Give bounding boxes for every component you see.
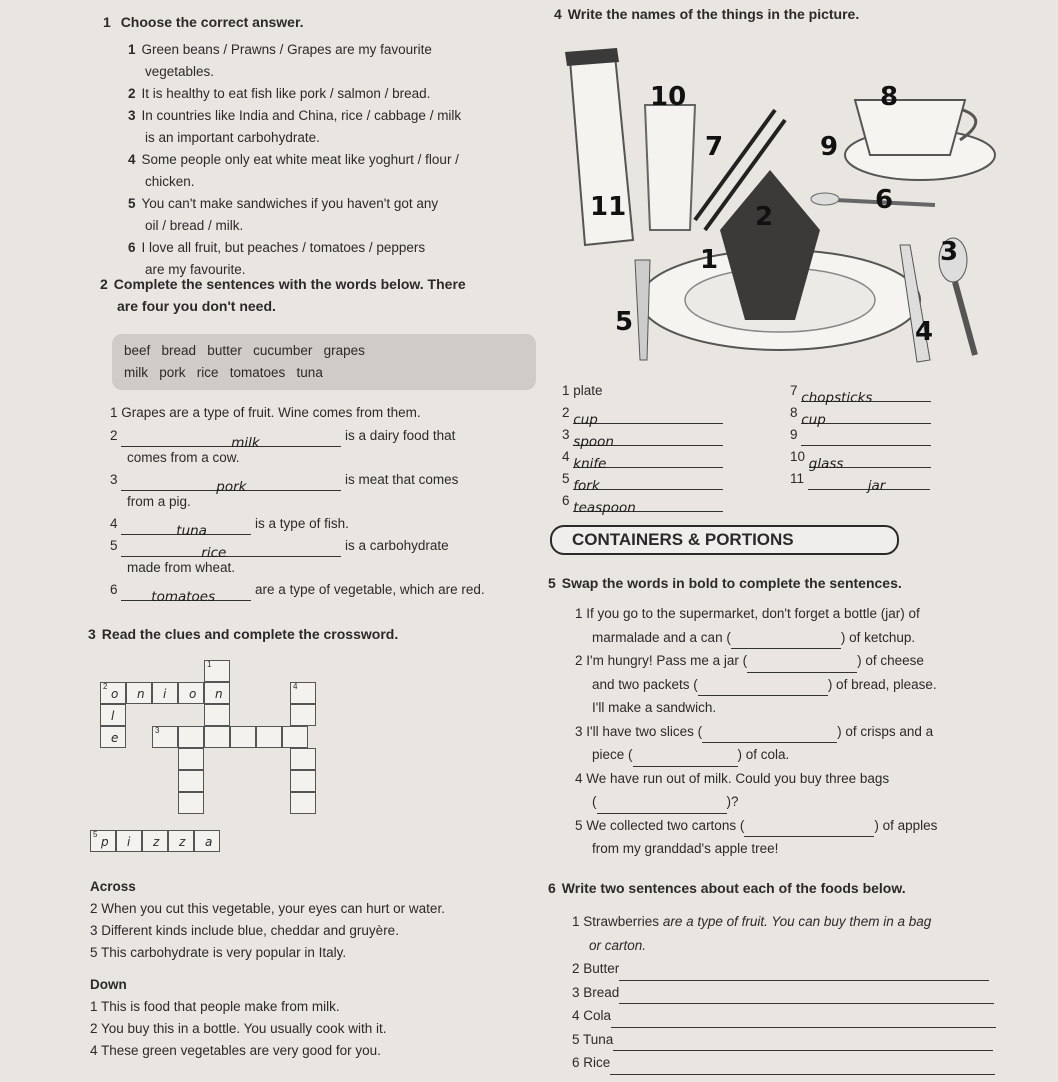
ex6-example-b: or carton.: [589, 937, 647, 953]
section-banner: CONTAINERS & PORTIONS: [550, 525, 899, 555]
crossword-cell[interactable]: i: [152, 682, 178, 704]
ex6-item: 5 Tuna: [572, 1028, 1022, 1052]
answer-pork[interactable]: pork: [216, 479, 247, 495]
crossword-cell[interactable]: i: [116, 830, 142, 852]
crossword-cell[interactable]: [290, 704, 316, 726]
answer-field[interactable]: [702, 728, 837, 743]
answer-field[interactable]: [731, 634, 841, 649]
crossword-cell[interactable]: e: [100, 726, 126, 748]
answer-field[interactable]: [633, 752, 738, 767]
crossword-cell[interactable]: [230, 726, 256, 748]
ex1-heading: [103, 14, 304, 30]
answer-line[interactable]: [619, 966, 989, 981]
down-title: Down: [90, 977, 127, 992]
ex1-heading-text: Choose the correct answer.: [120, 14, 304, 30]
crossword-cell[interactable]: [178, 792, 204, 814]
ex4-answer-4: 4 knife: [562, 446, 762, 468]
picture-label: 9: [820, 132, 839, 162]
down-clue-4: 4 These green vegetables are very good for you.: [90, 1043, 381, 1058]
picture-label: 6: [875, 185, 894, 215]
ex4-answers-left: [562, 380, 762, 516]
ex5-line: 2 I'm hungry! Pass me a jar ( ) of cheese: [575, 649, 1015, 673]
ex2-sentence-5: 5 rice is a carbohydrate: [110, 538, 449, 561]
ex2-sentence-5b: made from wheat.: [127, 560, 236, 575]
crossword-cell[interactable]: [290, 748, 316, 770]
ex4-answer-6: 6 teaspoon: [562, 490, 762, 512]
ex2-heading: 2 Complete the sentences with the words below. There are four you don't need.: [100, 276, 466, 314]
crossword-cell[interactable]: [256, 726, 282, 748]
ex5-line: 3 I'll have two slices ( ) of crisps and a: [575, 720, 1015, 744]
ex1-number: 1: [103, 14, 111, 30]
answer-rice[interactable]: rice: [201, 545, 227, 561]
ex1-item-3: 3 In countries like India and China, rice / cabbage / milk: [128, 108, 462, 123]
crossword-cell[interactable]: 4: [290, 682, 316, 704]
ex6-items: [572, 910, 1022, 1075]
picture-label: 3: [940, 237, 959, 267]
crossword-cell[interactable]: l: [100, 704, 126, 726]
picture-label: 11: [590, 192, 627, 222]
picture-label: 5: [615, 307, 634, 337]
crossword-grid: [93, 660, 340, 860]
crossword-cell[interactable]: a: [194, 830, 220, 852]
ex5-line: piece ( ) of cola.: [575, 743, 1015, 767]
answer-field[interactable]: [744, 822, 874, 837]
ex6-item: 6 Rice: [572, 1051, 1022, 1075]
table-setting-picture: [555, 30, 1055, 385]
picture-label: 10: [650, 82, 687, 112]
ex1-items: [128, 39, 528, 281]
answer-field[interactable]: [698, 681, 828, 696]
ex1-item-6: 6 I love all fruit, but peaches / tomatoes / peppers: [128, 240, 426, 255]
ex1-item-1b: vegetables.: [145, 64, 215, 79]
cup-icon: [855, 100, 965, 155]
picture-label: 8: [880, 82, 899, 112]
glass-icon: [645, 105, 695, 230]
ex5-line: marmalade and a can ( ) of ketchup.: [575, 626, 1015, 650]
ex5-line: from my granddad's apple tree!: [592, 841, 779, 856]
word-box-line-2: milk pork rice tomatoes tuna: [124, 365, 323, 380]
ex5-sentences: [575, 602, 1015, 861]
crossword-cell[interactable]: z: [142, 830, 168, 852]
answer-field[interactable]: cup: [801, 412, 826, 428]
ex3-heading: 3 Read the clues and complete the crossword.: [88, 626, 399, 642]
ex5-heading: 5 Swap the words in bold to complete the sentences.: [548, 575, 902, 591]
ex4-answer-7: 7 chopsticks: [790, 380, 960, 402]
ex1-item-3b: is an important carbohydrate.: [145, 130, 320, 145]
crossword-cell[interactable]: o: [178, 682, 204, 704]
across-clue-5: 5 This carbohydrate is very popular in Italy.: [90, 945, 347, 960]
answer-milk[interactable]: milk: [231, 435, 260, 451]
picture-label: 4: [915, 317, 934, 347]
ex5-line: and two packets ( ) of bread, please.: [575, 673, 1015, 697]
ex4-answers-right: [790, 380, 960, 494]
ex4-answer-2: 2 cup: [562, 402, 762, 424]
ex6-item: 4 Cola: [572, 1004, 1022, 1028]
crossword-cell[interactable]: [282, 726, 308, 748]
ex6-item: 2 Butter: [572, 957, 1022, 981]
ex4-answer-1: 1 plate: [562, 383, 603, 398]
ex4-answer-9: 9: [790, 424, 960, 446]
ex6-item: 3 Bread: [572, 981, 1022, 1005]
answer-tomatoes[interactable]: tomatoes: [151, 589, 216, 605]
ex1-item-2: 2 It is healthy to eat fish like pork / salmon / bread.: [128, 86, 431, 101]
crossword-cell[interactable]: [290, 770, 316, 792]
across-title: Across: [90, 879, 136, 894]
ex5-line: 4 We have run out of milk. Could you buy three bags: [575, 770, 890, 786]
crossword-cell[interactable]: [204, 704, 230, 726]
ex2-sentence-3b: from a pig.: [127, 494, 191, 509]
answer-field[interactable]: chopsticks: [801, 390, 873, 406]
ex2-sentences: [110, 402, 530, 605]
ex1-item-6b: are my favourite.: [145, 262, 246, 277]
crossword-cell[interactable]: n: [126, 682, 152, 704]
answer-field[interactable]: fork: [573, 478, 600, 494]
answer-field[interactable]: [597, 799, 727, 814]
crossword-cell[interactable]: 1: [204, 660, 230, 682]
down-clue-1: 1 This is food that people make from milk.: [90, 999, 340, 1014]
fork-icon: [635, 260, 650, 360]
ex2-sentence-1: 1 Grapes are a type of fruit. Wine comes from them.: [110, 405, 421, 420]
picture-label: 2: [755, 202, 774, 232]
ex4-answer-3: 3 spoon: [562, 424, 762, 446]
ex1-item-4: 4 Some people only eat white meat like yoghurt / flour /: [128, 152, 459, 167]
ex5-line: I'll make a sandwich.: [592, 700, 717, 715]
crossword-cell[interactable]: z: [168, 830, 194, 852]
ex2-sentence-2b: comes from a cow.: [127, 450, 240, 465]
crossword-cell[interactable]: n: [204, 682, 230, 704]
down-clue-2: 2 You buy this in a bottle. You usually cook with it.: [90, 1021, 387, 1036]
ex6-heading: 6 Write two sentences about each of the foods below.: [548, 880, 906, 896]
ex6-example: 1 Strawberries are a type of fruit. You can buy them in a bag: [572, 914, 932, 929]
crossword-cell[interactable]: [178, 748, 204, 770]
ex2-sentence-3: 3 pork is meat that comes: [110, 472, 459, 495]
crossword-cell[interactable]: 3: [152, 726, 178, 748]
ex4-answer-10: 10 glass: [790, 446, 960, 468]
answer-field[interactable]: glass: [808, 456, 844, 472]
ex4-answer-5: 5 fork: [562, 468, 762, 490]
crossword-cell[interactable]: [290, 792, 316, 814]
crossword-cell[interactable]: [178, 770, 204, 792]
ex3-clues: [90, 876, 550, 1062]
ex4-answer-11: 11 jar: [790, 468, 960, 490]
word-box-line-1: beef bread butter cucumber grapes: [124, 343, 365, 358]
answer-line[interactable]: [613, 1036, 993, 1051]
answer-line[interactable]: [610, 1060, 995, 1075]
ex5-line: 5 We collected two cartons ( ) of apples: [575, 814, 1015, 838]
ex1-item-5b: oil / bread / milk.: [145, 218, 244, 233]
crossword-cell[interactable]: [178, 726, 204, 748]
ex4-answer-8: 8 cup: [790, 402, 960, 424]
ex2-sentence-4: 4 tuna is a type of fish.: [110, 516, 349, 539]
ex5-line: 1 If you go to the supermarket, don't forget a bottle (jar) of: [575, 606, 920, 621]
answer-field[interactable]: cup: [573, 412, 598, 428]
ex1-item-4b: chicken.: [145, 174, 195, 189]
picture-label: 1: [700, 245, 719, 275]
answer-field[interactable]: jar: [867, 478, 886, 494]
across-clue-3: 3 Different kinds include blue, cheddar and gruyère.: [90, 923, 399, 938]
across-clue-2: 2 When you cut this vegetable, your eyes can hurt or water.: [90, 901, 445, 916]
ex4-heading: 4 Write the names of the things in the picture.: [554, 6, 860, 22]
ex5-line: ( )?: [575, 790, 1015, 814]
ex1-item-1: 1 Green beans / Prawns / Grapes are my favourite: [128, 42, 432, 57]
crossword-cell[interactable]: [204, 726, 230, 748]
ex2-sentence-2: 2 milk is a dairy food that: [110, 428, 456, 451]
ex1-item-5: 5 You can't make sandwiches if you haven't got any: [128, 196, 439, 211]
ex2-sentence-6: 6 tomatoes are a type of vegetable, which are red.: [110, 582, 485, 605]
answer-line[interactable]: [619, 989, 994, 1004]
picture-label: 7: [705, 132, 724, 162]
ex2-word-box: [112, 334, 536, 390]
answer-line[interactable]: [611, 1013, 996, 1028]
answer-field[interactable]: spoon: [573, 434, 614, 450]
answer-field[interactable]: teaspoon: [573, 500, 636, 516]
crossword-cell[interactable]: 2 o: [100, 682, 126, 704]
crossword-cell[interactable]: 5 p: [90, 830, 116, 852]
answer-field[interactable]: knife: [573, 456, 607, 472]
answer-field[interactable]: [747, 658, 857, 673]
answer-tuna[interactable]: tuna: [176, 523, 207, 539]
